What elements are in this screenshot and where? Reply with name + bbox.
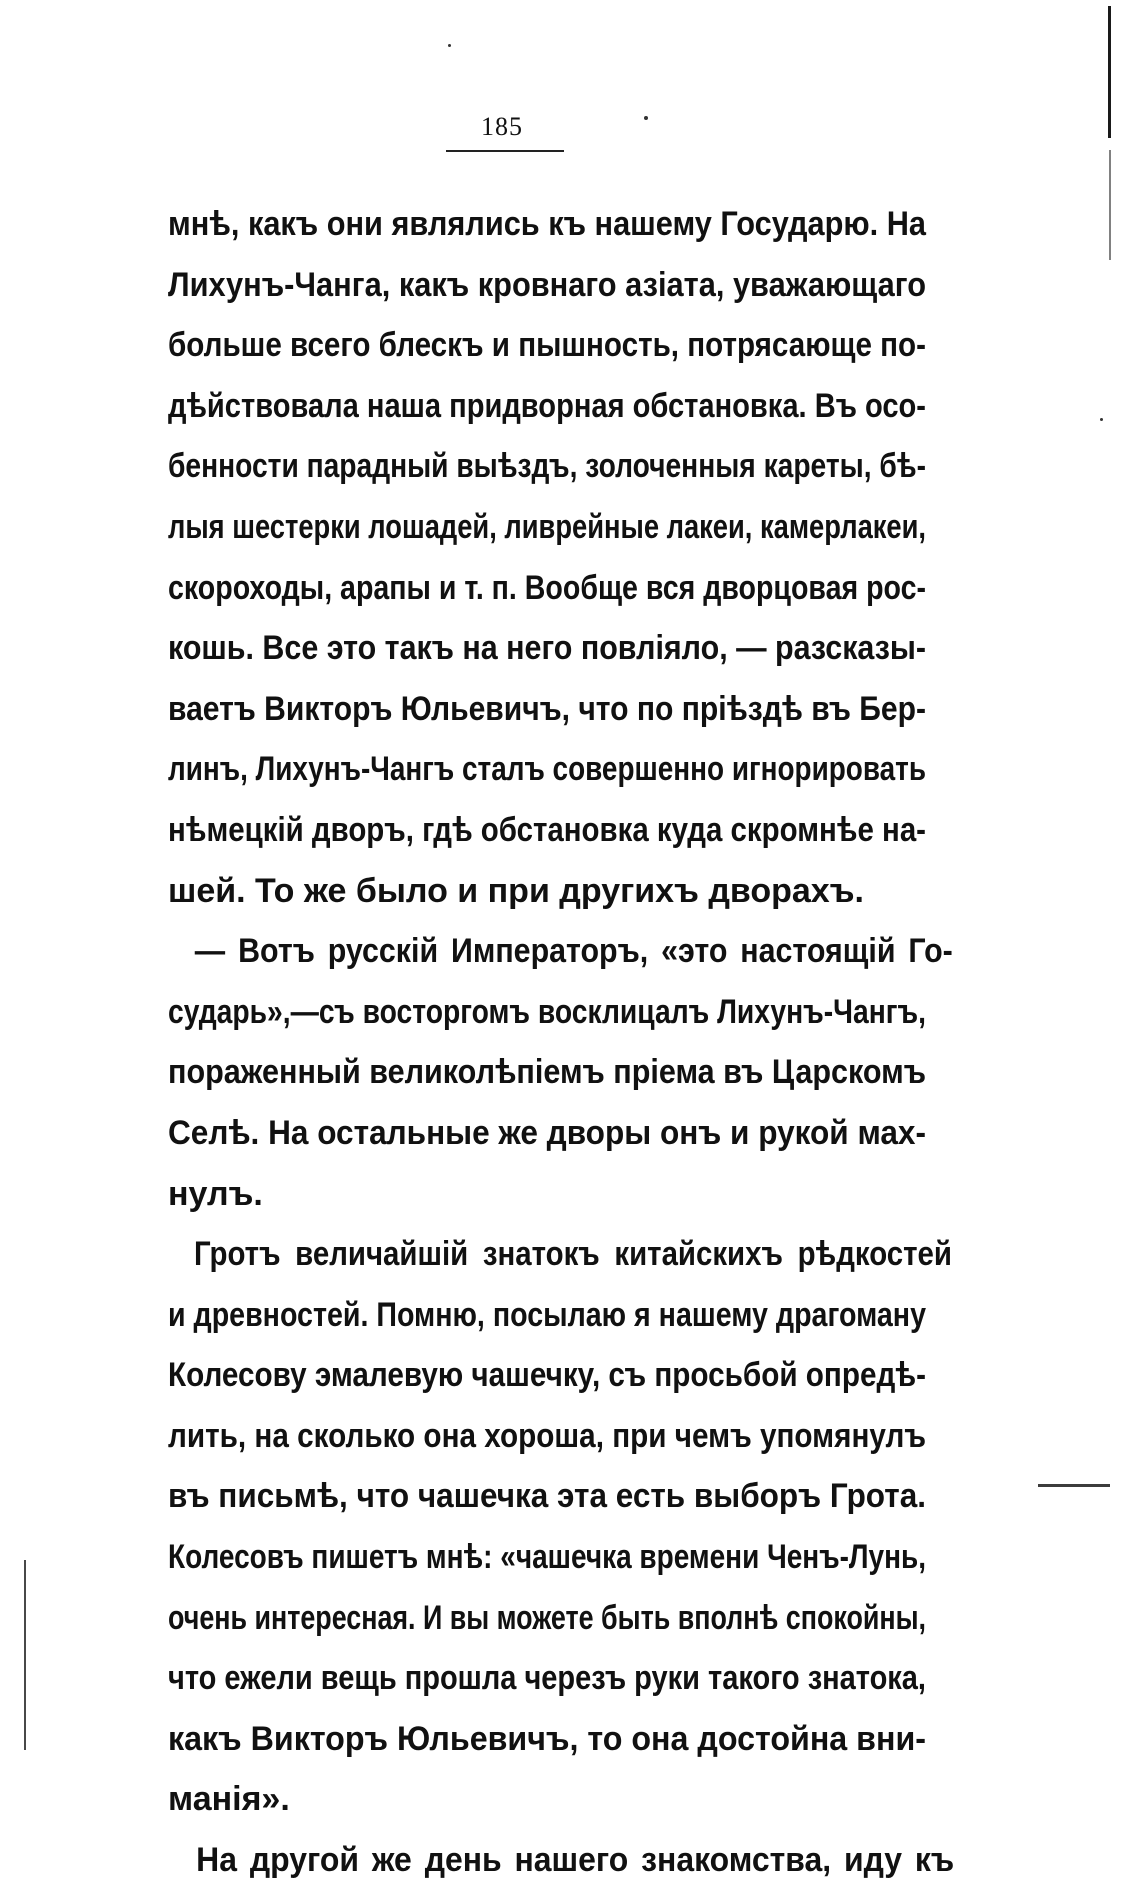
left-page-edge: [24, 1560, 26, 1750]
scan-speck: [1100, 418, 1103, 421]
text-line: бенности парадный выѣздъ, золоченныя кареты, бѣ-: [168, 447, 926, 486]
page-number: 185: [481, 112, 523, 141]
text-line: Лихунъ-Чанга, какъ кровнаго азіата, уважающаго: [168, 265, 926, 304]
text-line: что ежели вещь прошла черезъ руки такого знатока,: [168, 1659, 926, 1698]
text-line: кошь. Все это такъ на него повліяло, — разсказы-: [168, 629, 926, 668]
text-line: Селѣ. На остальные же дворы онъ и рукой мах-: [168, 1113, 926, 1152]
text-line: лыя шестерки лошадей, ливрейные лакеи, камерлакеи,: [168, 507, 926, 546]
right-margin-dash: [1038, 1484, 1110, 1487]
text-line: манія».: [168, 1780, 290, 1819]
scan-speck: [448, 44, 451, 47]
text-line: нѣмецкій дворъ, гдѣ обстановка куда скромнѣе на-: [168, 810, 926, 849]
page-number-rule: [446, 150, 564, 152]
text-line: линъ, Лихунъ-Чангъ сталъ совершенно игнорировать: [168, 750, 926, 789]
text-line: въ письмѣ, что чашечка эта есть выборъ Грота.: [168, 1477, 926, 1516]
text-line: ваетъ Викторъ Юльевичъ, что по пріѣздѣ въ Бер-: [168, 689, 926, 728]
text-line: очень интересная. И вы можете быть вполнѣ спокойны,: [168, 1598, 926, 1637]
text-line: пораженный великолѣпіемъ пріема въ Царскомъ: [168, 1053, 926, 1092]
text-line: шей. То же было и при другихъ дворахъ.: [168, 871, 864, 910]
text-line: лить, на сколько она хороша, при чемъ упомянулъ: [168, 1416, 926, 1455]
text-line: Колесову эмалевую чашечку, съ просьбой опредѣ-: [168, 1356, 926, 1395]
scan-speck: [644, 116, 648, 120]
text-line: больше всего блескъ и пышность, потрясающе по-: [168, 326, 926, 365]
text-line: — Вотъ русскій Императоръ, «это настоящій Го-: [194, 932, 953, 971]
text-line: какъ Викторъ Юльевичъ, то она достойна вни-: [168, 1719, 926, 1758]
text-line: сударь»,—съ восторгомъ восклицалъ Лихунъ-Чангъ,: [168, 992, 926, 1031]
right-page-edge-lower: [1109, 150, 1111, 260]
text-line: и древностей. Помню, посылаю я нашему драгоману: [168, 1295, 926, 1334]
text-line: Гротъ величайшій знатокъ китайскихъ рѣдкостей: [193, 1235, 952, 1274]
text-line: На другой же день нашего знакомства, иду къ: [196, 1841, 955, 1880]
body-text: [168, 194, 955, 1891]
right-page-edge: [1108, 6, 1111, 138]
text-line: дѣйствовала наша придворная обстановка. Въ осо-: [168, 386, 926, 425]
text-line: Колесовъ пишетъ мнѣ: «чашечка времени Ченъ-Лунь,: [168, 1538, 926, 1577]
text-line: нулъ.: [168, 1174, 263, 1213]
text-line: мнѣ, какъ они являлись къ нашему Государю. На: [168, 205, 926, 243]
text-line: скороходы, арапы и т. п. Вообще вся дворцовая рос-: [168, 568, 926, 607]
